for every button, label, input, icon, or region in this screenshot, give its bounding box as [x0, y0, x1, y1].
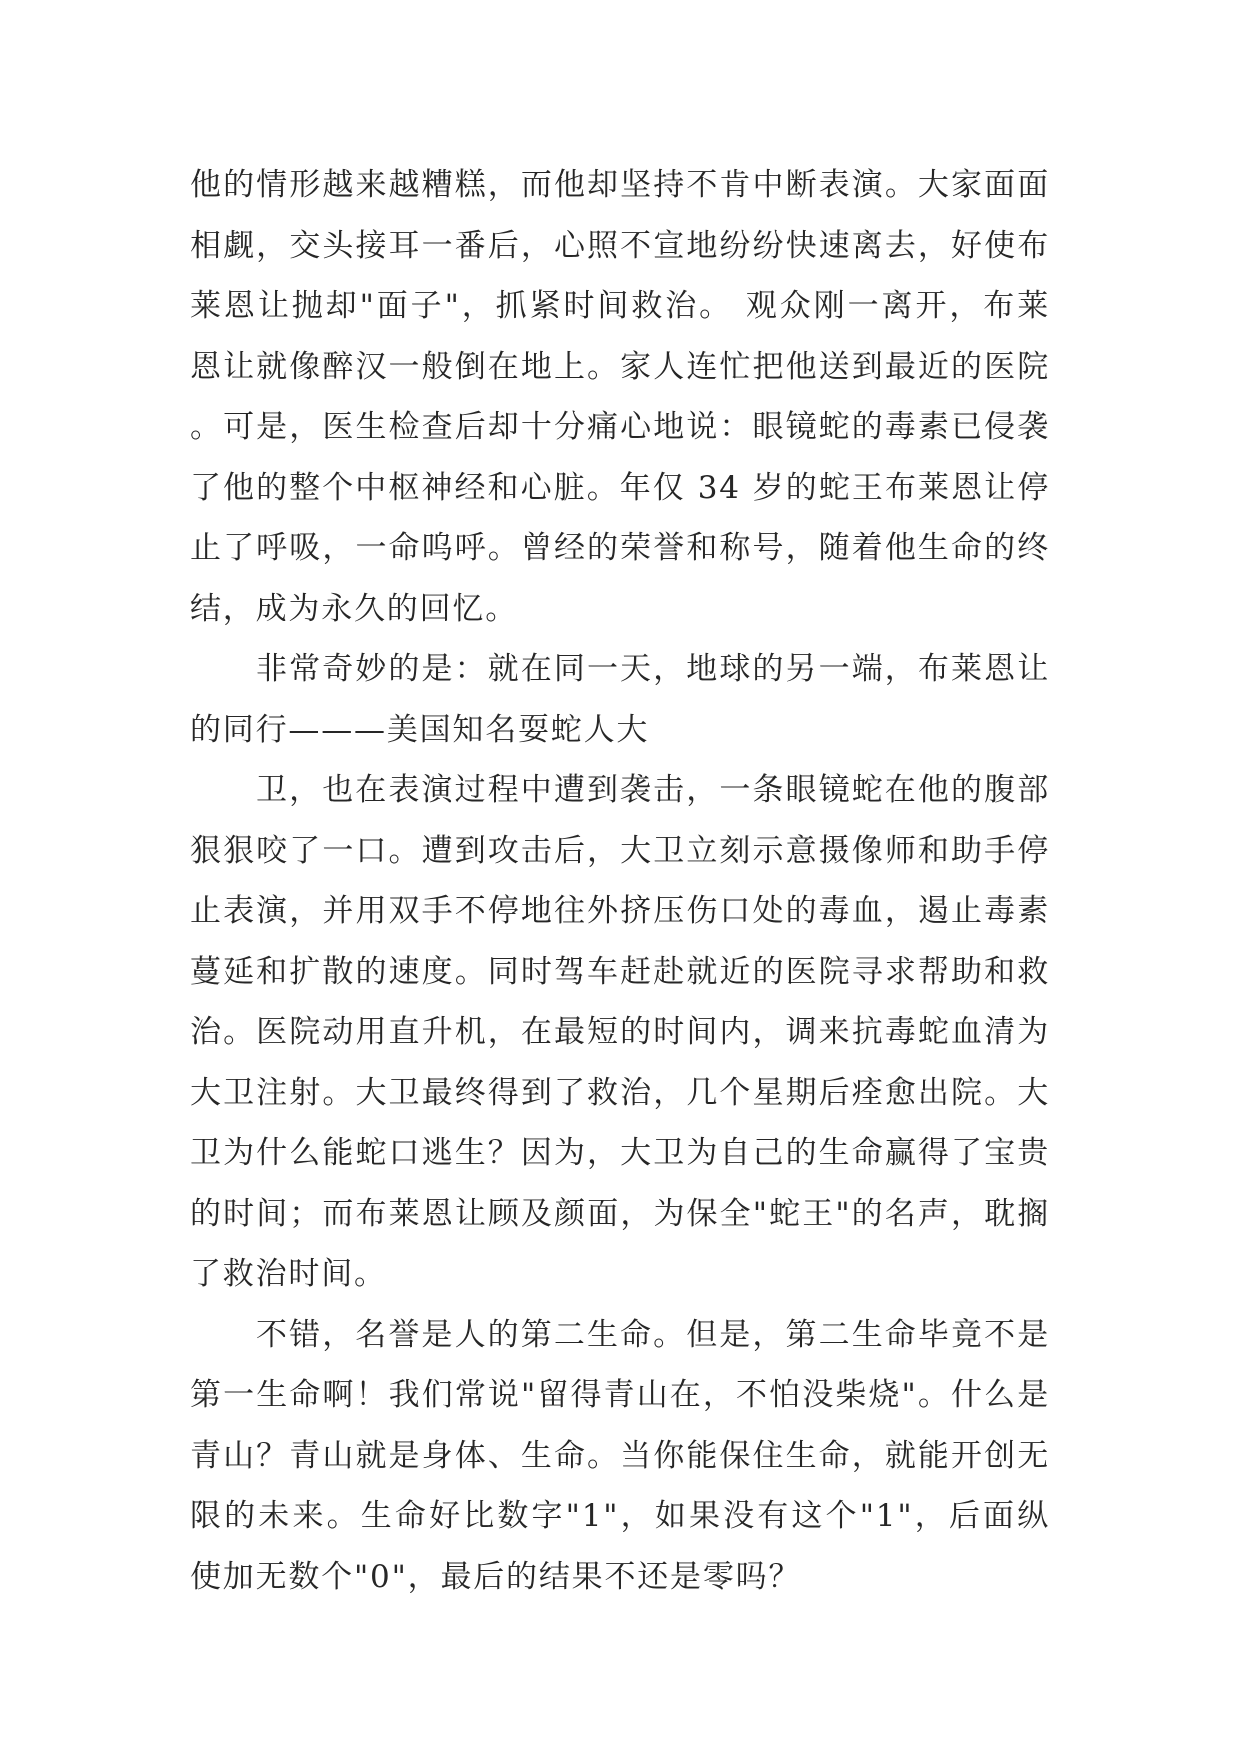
paragraph-2: 非常奇妙的是：就在同一天，地球的另一端，布莱恩让的同行———美国知名耍蛇人大 [190, 651, 1050, 748]
paragraph-1: 他的情形越来越糟糕，而他却坚持不肯中断表演。大家面面相觑，交头接耳一番后，心照不宣地纷纷快速离去，好使布莱恩让抛却"面子"，抓紧时间救治。 观众刚一离开，布莱恩让就像醉汉一般倒在地上。家人连忙把他送到最近的医院。可是，医生检查后却十分痛心地说：眼镜蛇的毒素已侵袭了他的整个中枢神经和心脏。年仅 34 岁的蛇王布莱恩让停止了呼吸，一命呜呼。曾经的荣誉和称号，随着他生命的终结，成为永久的回忆。 [190, 167, 1050, 627]
paragraph-4: 不错，名誉是人的第二生命。但是，第二生命毕竟不是第一生命啊！我们常说"留得青山在，不怕没柴烧"。什么是青山？青山就是身体、生命。当你能保住生命，就能开创无限的未来。生命好比数字"1"，如果没有这个"1"，后面纵使加无数个"0"，最后的结果不还是零吗？ [190, 1316, 1050, 1595]
document-body [190, 155, 1050, 1607]
paragraph-3: 卫，也在表演过程中遭到袭击，一条眼镜蛇在他的腹部狠狠咬了一口。遭到攻击后，大卫立刻示意摄像师和助手停止表演，并用双手不停地往外挤压伤口处的毒血，遏止毒素蔓延和扩散的速度。同时驾车赶赴就近的医院寻求帮助和救治。医院动用直升机，在最短的时间内，调来抗毒蛇血清为大卫注射。大卫最终得到了救治，几个星期后痊愈出院。大卫为什么能蛇口逃生？因为，大卫为自己的生命赢得了宝贵的时间；而布莱恩让顾及颜面，为保全"蛇王"的名声，耽搁了救治时间。 [190, 772, 1050, 1292]
